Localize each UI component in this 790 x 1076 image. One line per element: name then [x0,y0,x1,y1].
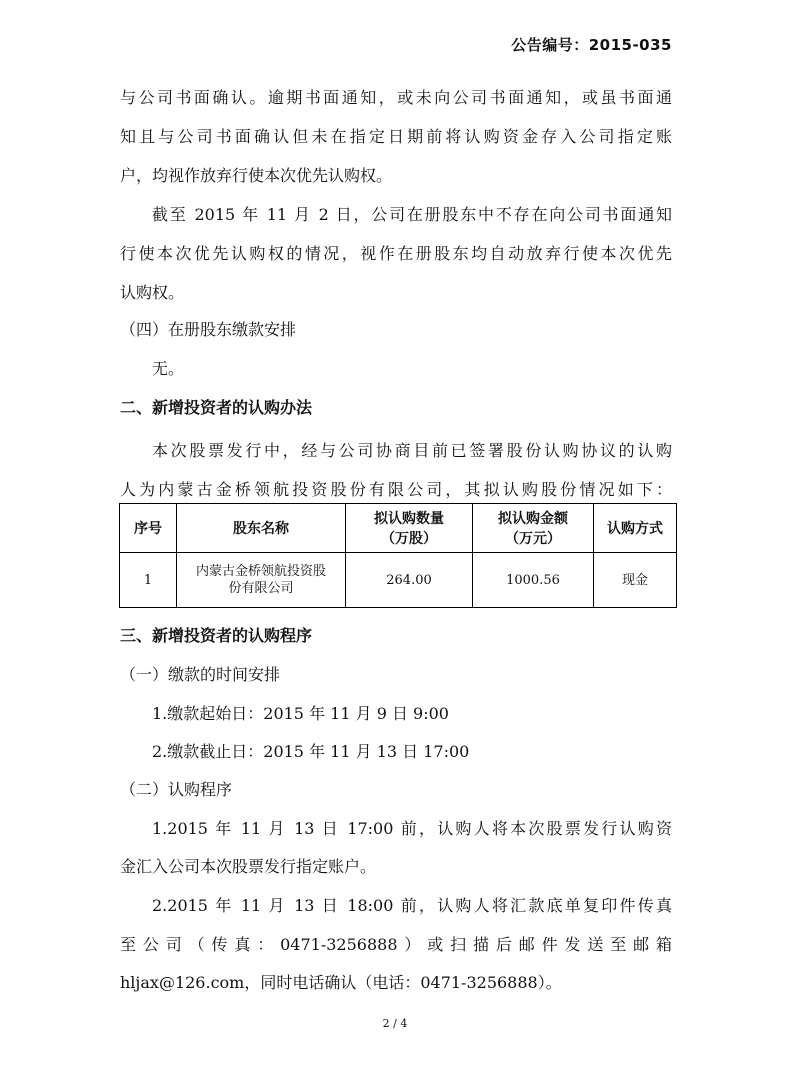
body-line: 1.2015 年 11 月 13 日 17:00 前，认购人将本次股票发行认购资 [152,819,672,838]
table-cell: 现金 [594,553,677,608]
body-line: 无。 [152,359,185,378]
body-line: 人为内蒙古金桥领航投资股份有限公司，其拟认购股份情况如下： [120,480,672,499]
body-line: 金汇入公司本次股票发行指定账户。 [120,857,377,876]
body-line: 2.2015 年 11 月 13 日 18:00 前，认购人将汇款底单复印件传真 [152,896,672,915]
body-line: hljax@126.com，同时电话确认（电话：0471-3256888）。 [120,973,562,992]
subsection-heading: （一）缴款的时间安排 [120,665,281,684]
column-header: 股东名称 [177,504,346,553]
table-cell: 内蒙古金桥领航投资股 份有限公司 [177,553,346,608]
section-heading: 二、新增投资者的认购办法 [120,398,313,417]
body-line: 户，均视作放弃行使本次优先认购权。 [120,166,393,185]
body-line: 2.缴款截止日：2015 年 11 月 13 日 17:00 [152,742,470,761]
body-line: 与公司书面确认。逾期书面通知，或未向公司书面通知，或虽书面通 [120,88,672,107]
announcement-number: 公告编号：2015-035 [511,36,672,54]
subsection-heading: （四）在册股东缴款安排 [120,320,297,339]
table-cell: 1 [120,553,177,608]
body-line: 1.缴款起始日：2015 年 11 月 9 日 9:00 [152,704,449,723]
body-line: 截至 2015 年 11 月 2 日，公司在册股东中不存在向公司书面通知 [152,205,672,224]
column-header: 拟认购金额 （万元） [473,504,594,553]
table-cell: 264.00 [346,553,473,608]
table-cell: 1000.56 [473,553,594,608]
body-line: 本次股票发行中，经与公司协商目前已签署股份认购协议的认购 [152,441,672,460]
body-line: 行使本次优先认购权的情况，视作在册股东均自动放弃行使本次优先 [120,244,672,263]
column-header: 拟认购数量 （万股） [346,504,473,553]
column-header: 序号 [120,504,177,553]
subsection-heading: （二）认购程序 [120,780,233,799]
body-line: 至公司（传真：0471-3256888）或扫描后邮件发送至邮箱 [120,935,672,954]
table-header-row [120,504,677,553]
subscription-table [119,503,677,608]
page-number: 2 / 4 [382,1017,408,1030]
section-heading: 三、新增投资者的认购程序 [120,626,313,645]
column-header: 认购方式 [594,504,677,553]
body-line: 认购权。 [120,283,185,302]
body-line: 知且与公司书面确认但未在指定日期前将认购资金存入公司指定账 [120,127,672,146]
table-row [120,553,677,608]
